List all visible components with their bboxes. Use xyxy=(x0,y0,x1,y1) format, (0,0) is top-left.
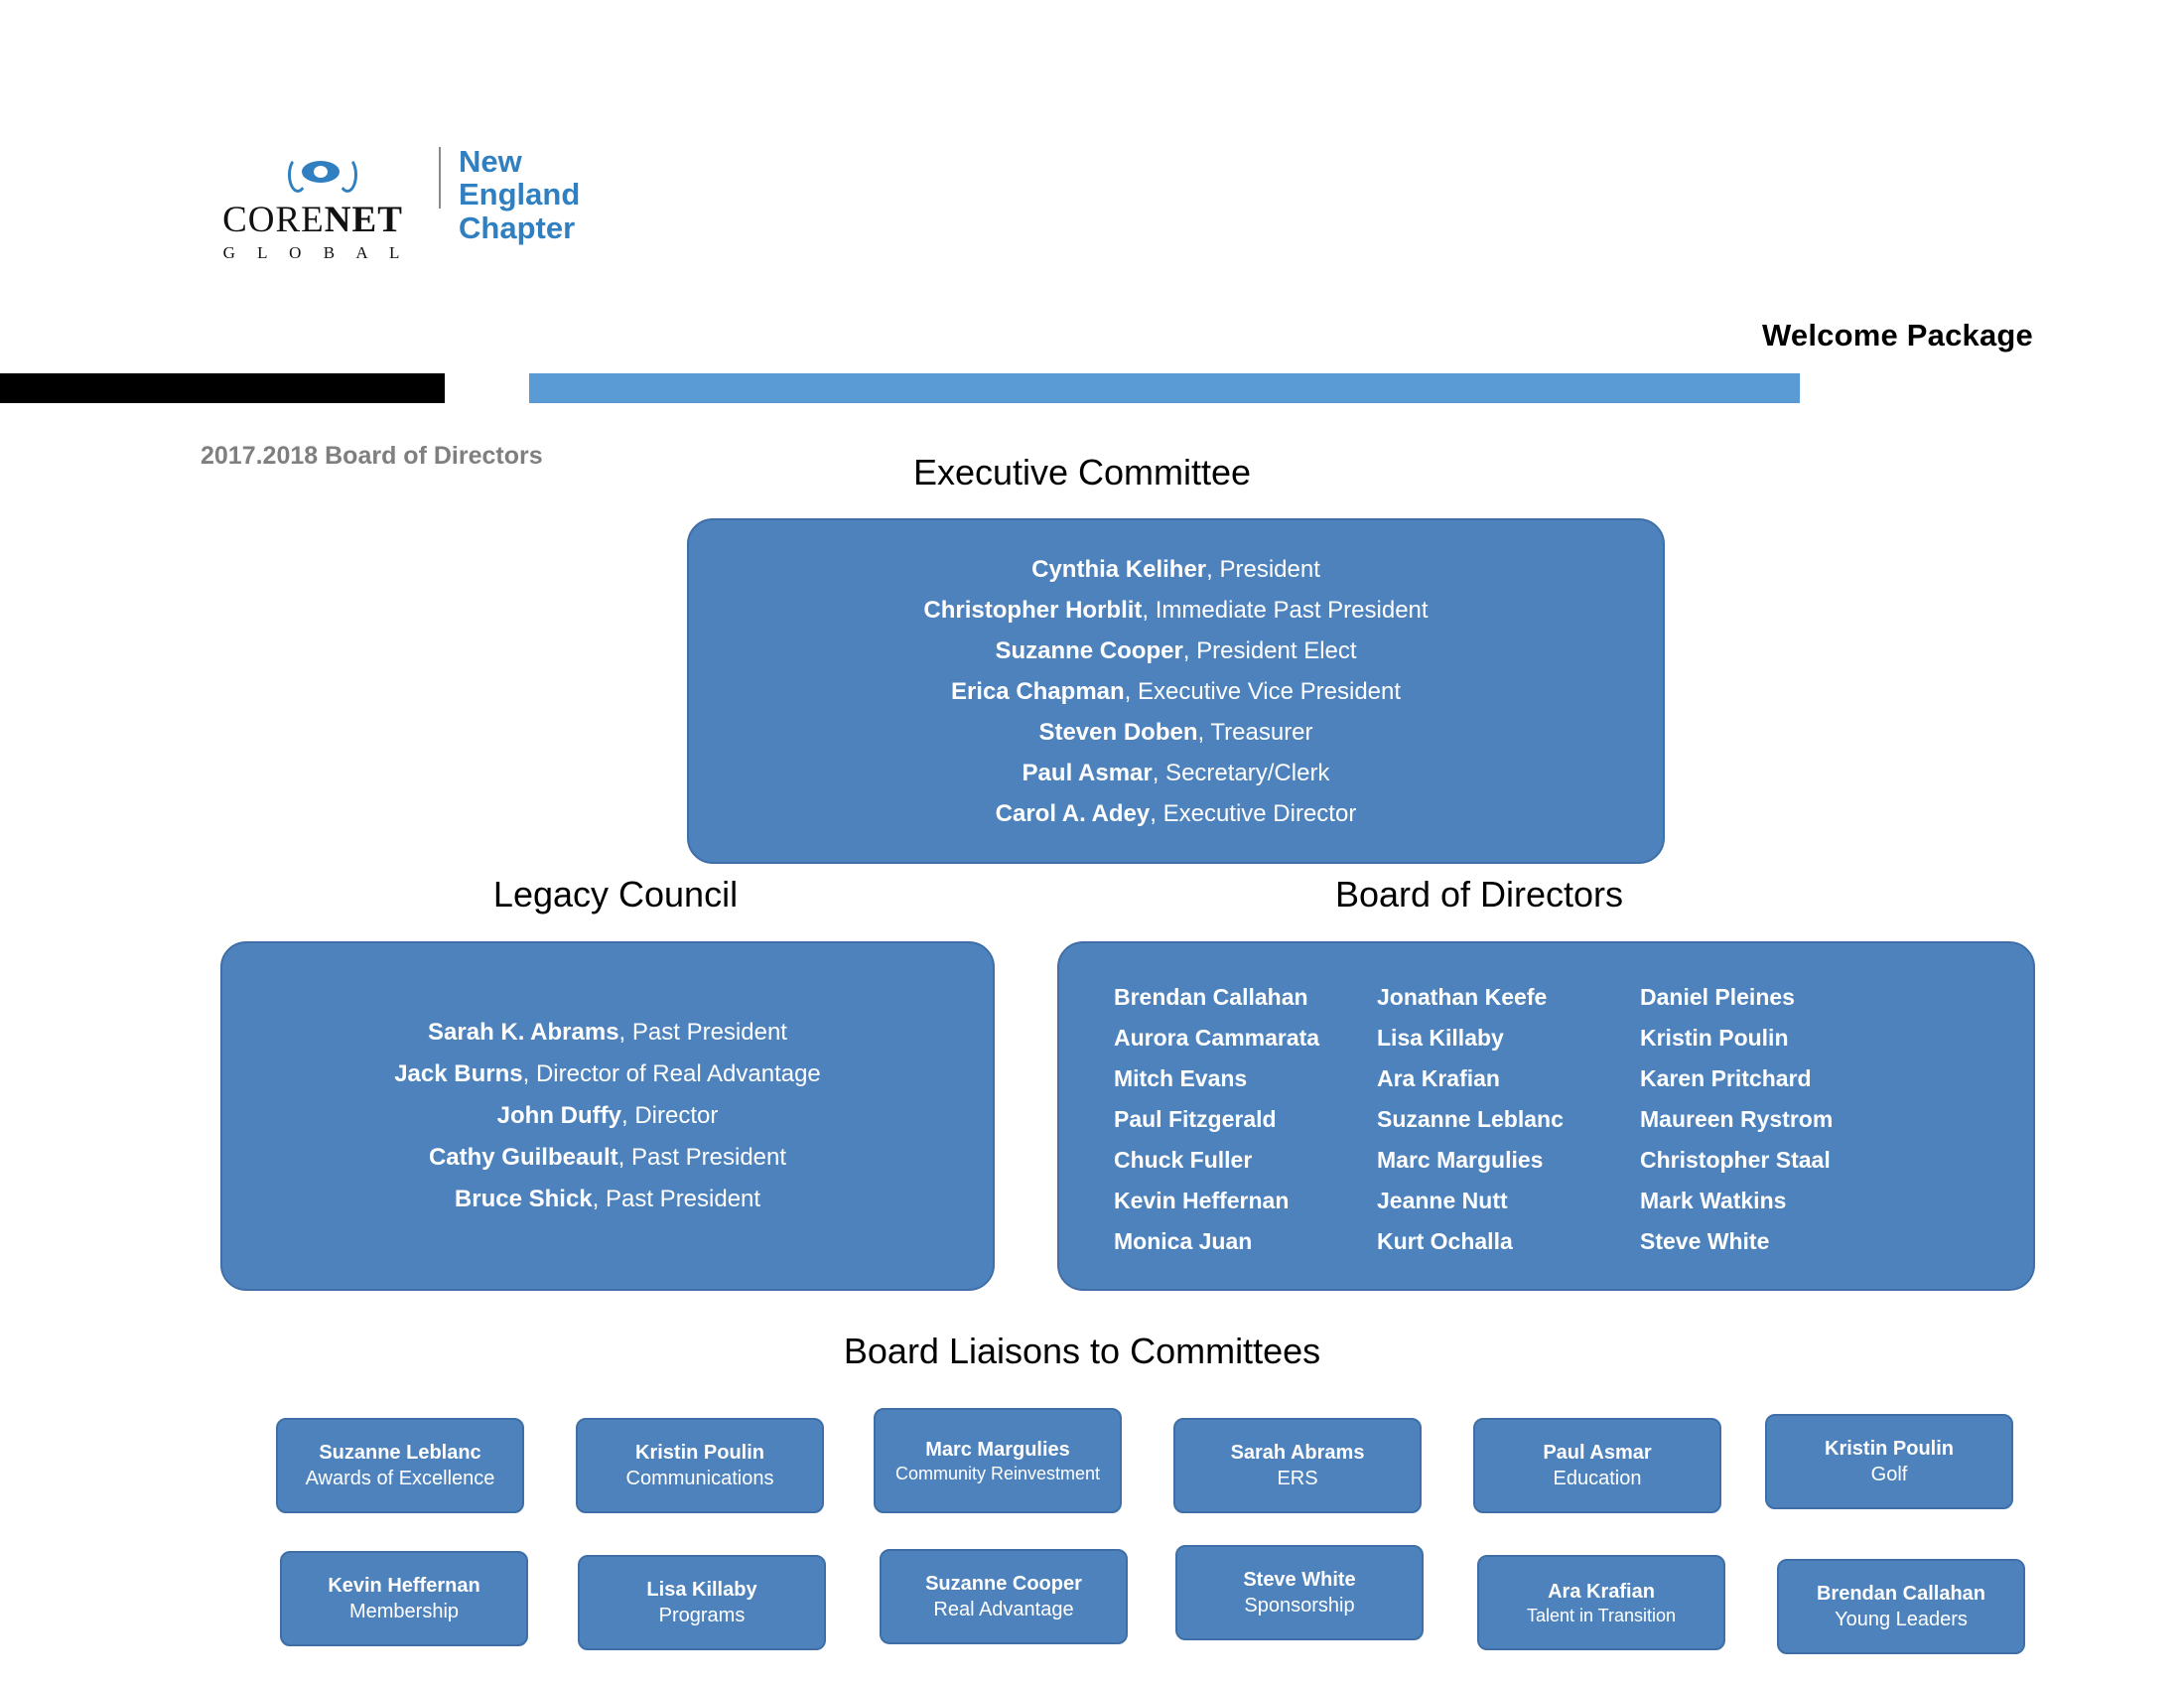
liaison-committee: Community Reinvestment xyxy=(894,1463,1101,1483)
board-of-directors-box xyxy=(1057,941,2035,1291)
board-member: Daniel Pleines xyxy=(1640,984,1795,1010)
legacy-member-role: , Past President xyxy=(592,1186,761,1212)
board-member: Brendan Callahan xyxy=(1114,984,1308,1010)
exec-member xyxy=(995,631,1356,671)
liaison-name: Marc Margulies xyxy=(925,1438,1070,1461)
logo-net-text: NET xyxy=(324,200,403,240)
liaison-committee: ERS xyxy=(1277,1468,1318,1489)
legacy-member-name: Jack Burns xyxy=(394,1060,523,1087)
board-column-2 xyxy=(1377,977,1640,1289)
board-member: Steve White xyxy=(1640,1228,1770,1254)
exec-member-name: Erica Chapman xyxy=(950,677,1125,705)
exec-member-name: Carol A. Adey xyxy=(995,799,1151,827)
liaison-name: Suzanne Cooper xyxy=(925,1573,1082,1595)
exec-member-role: , President Elect xyxy=(1182,636,1357,664)
legacy-member-role: , Past President xyxy=(618,1019,787,1046)
board-member: Kevin Heffernan xyxy=(1114,1188,1290,1213)
liaison-name: Kevin Heffernan xyxy=(328,1575,480,1597)
exec-member xyxy=(1031,549,1320,590)
liaison-card-community-reinvestment xyxy=(874,1408,1122,1513)
legacy-member xyxy=(428,1012,787,1054)
exec-member-role: , Treasurer xyxy=(1197,718,1313,746)
exec-member xyxy=(923,590,1428,631)
liaison-name: Lisa Killaby xyxy=(646,1579,757,1601)
liaison-name: Brendan Callahan xyxy=(1816,1583,1986,1605)
board-member: Suzanne Leblanc xyxy=(1377,1106,1564,1132)
corenet-eye-icon xyxy=(288,155,357,199)
liaison-card-real-advantage xyxy=(880,1549,1128,1644)
exec-member-role: , President xyxy=(1206,555,1320,583)
board-column-1 xyxy=(1114,977,1377,1289)
logo-corenet-text xyxy=(199,199,427,241)
legacy-council-title: Legacy Council xyxy=(492,874,739,914)
liaison-card-membership xyxy=(280,1551,528,1646)
legacy-member xyxy=(394,1054,821,1095)
liaison-name: Ara Krafian xyxy=(1548,1580,1655,1603)
legacy-member-role: , Past President xyxy=(617,1144,787,1171)
board-member: Karen Pritchard xyxy=(1640,1065,1812,1091)
liaison-card-ers xyxy=(1173,1418,1422,1513)
exec-member xyxy=(996,793,1357,834)
liaison-committee: Talent in Transition xyxy=(1526,1605,1677,1625)
logo-wordmark xyxy=(199,155,427,263)
board-member: Marc Margulies xyxy=(1377,1147,1544,1173)
liaison-card-young-leaders xyxy=(1777,1559,2025,1654)
board-member: Kurt Ochalla xyxy=(1377,1228,1513,1254)
liaison-name: Kristin Poulin xyxy=(1825,1438,1954,1460)
exec-member-name: Steven Doben xyxy=(1038,718,1198,746)
logo-chapter-line1: New England xyxy=(459,144,581,212)
legacy-member xyxy=(429,1137,786,1179)
logo-chapter-line2: Chapter xyxy=(459,210,576,245)
liaison-card-programs xyxy=(578,1555,826,1650)
legacy-member xyxy=(497,1095,719,1137)
board-member: Aurora Cammarata xyxy=(1114,1025,1320,1051)
board-member: Jeanne Nutt xyxy=(1377,1188,1508,1213)
board-member: Lisa Killaby xyxy=(1377,1025,1504,1051)
board-member: Chuck Fuller xyxy=(1114,1147,1253,1173)
board-member: Ara Krafian xyxy=(1377,1065,1500,1091)
logo-core-text: CORE xyxy=(222,200,325,240)
liaison-committee: Sponsorship xyxy=(1244,1595,1355,1617)
legacy-member-name: Cathy Guilbeault xyxy=(428,1144,618,1171)
liaison-card-golf xyxy=(1765,1414,2013,1509)
liaison-committee: Communications xyxy=(625,1468,774,1489)
liaison-committee: Education xyxy=(1553,1468,1642,1489)
board-column-3 xyxy=(1640,977,1903,1289)
liaison-committee: Young Leaders xyxy=(1835,1609,1968,1630)
liaison-card-awards-of-excellence xyxy=(276,1418,524,1513)
board-liaisons-title: Board Liaisons to Committees xyxy=(843,1331,1321,1371)
exec-member-name: Suzanne Cooper xyxy=(995,636,1183,664)
liaison-name: Suzanne Leblanc xyxy=(319,1442,481,1464)
liaison-committee: Membership xyxy=(348,1601,460,1622)
board-member: Maureen Rystrom xyxy=(1640,1106,1834,1132)
exec-member-role: , Secretary/Clerk xyxy=(1152,759,1330,786)
legacy-member-name: Sarah K. Abrams xyxy=(428,1019,619,1046)
liaison-committee: Real Advantage xyxy=(933,1599,1074,1620)
logo-chapter-text xyxy=(459,145,645,244)
liaison-card-communications xyxy=(576,1418,824,1513)
header-bar-blue xyxy=(529,373,1800,403)
legacy-member-name: John Duffy xyxy=(496,1102,621,1129)
board-of-directors-title: Board of Directors xyxy=(1334,874,1624,914)
exec-member-name: Paul Asmar xyxy=(1022,759,1153,786)
exec-member-role: , Immediate Past President xyxy=(1142,596,1429,624)
board-year-label: 2017.2018 Board of Directors xyxy=(201,442,543,470)
logo-global-text: G L O B A L xyxy=(222,243,409,262)
liaison-committee: Awards of Excellence xyxy=(305,1468,495,1489)
board-member: Mark Watkins xyxy=(1640,1188,1787,1213)
legacy-member-role: , Director xyxy=(620,1102,719,1129)
liaison-name: Kristin Poulin xyxy=(635,1442,764,1464)
board-member: Kristin Poulin xyxy=(1640,1025,1789,1051)
liaison-name: Paul Asmar xyxy=(1543,1442,1652,1464)
exec-member-role: , Executive Director xyxy=(1150,799,1357,827)
welcome-package-title: Welcome Package xyxy=(1762,318,2033,352)
executive-committee-title: Executive Committee xyxy=(912,452,1252,492)
liaison-card-education xyxy=(1473,1418,1721,1513)
header-bar-black xyxy=(0,373,445,403)
legacy-member-role: , Director of Real Advantage xyxy=(522,1060,821,1087)
liaison-name: Sarah Abrams xyxy=(1230,1442,1365,1464)
legacy-member-name: Bruce Shick xyxy=(454,1186,593,1212)
executive-committee-box xyxy=(687,518,1665,864)
exec-member xyxy=(1023,753,1330,793)
corenet-global-logo xyxy=(199,119,645,262)
liaison-committee: Programs xyxy=(658,1605,746,1626)
board-member: Monica Juan xyxy=(1114,1228,1253,1254)
board-member: Jonathan Keefe xyxy=(1377,984,1548,1010)
board-member: Mitch Evans xyxy=(1114,1065,1248,1091)
exec-member xyxy=(951,671,1401,712)
exec-member-name: Cynthia Keliher xyxy=(1031,555,1207,583)
exec-member-name: Christopher Horblit xyxy=(923,596,1143,624)
legacy-member xyxy=(455,1179,760,1220)
liaison-committee: Golf xyxy=(1870,1464,1908,1485)
legacy-council-box xyxy=(220,941,995,1291)
board-member: Paul Fitzgerald xyxy=(1114,1106,1277,1132)
board-member: Christopher Staal xyxy=(1640,1147,1831,1173)
liaison-card-sponsorship xyxy=(1175,1545,1424,1640)
logo-divider xyxy=(439,147,441,209)
liaison-card-talent-in-transition xyxy=(1477,1555,1725,1650)
exec-member-role: , Executive Vice President xyxy=(1124,677,1402,705)
exec-member xyxy=(1038,712,1312,753)
liaison-name: Steve White xyxy=(1243,1569,1356,1591)
